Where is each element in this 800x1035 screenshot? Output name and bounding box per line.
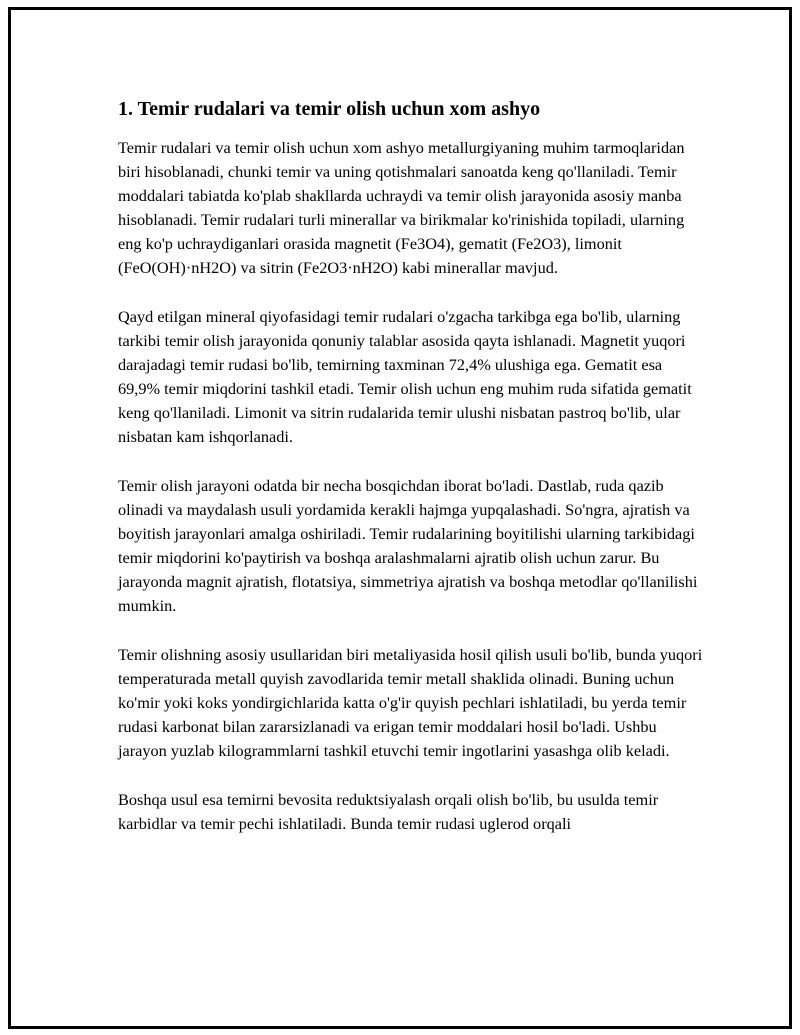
paragraph-2: Qayd etilgan mineral qiyofasidagi temir rudalari o'zgacha tarkibga ega bo'lib, ularning tarkibi temir olish jarayonida qonuniy talablar asosida qayta ishlanadi. Magnetit yuqori darajadagi temir rudasi bo'lib, temirning taxminan 72,4% ulushiga ega. Gematit esa 69,9% temir miqdorini tashkil etadi. Temir olish uchun eng muhim ruda sifatida gematit keng qo'llaniladi. Limonit va sitrin rudalarida temir ulushi nisbatan pastroq bo'lib, ular nisbatan kam ishqorlanadi. (118, 307, 692, 446)
document-page (8, 7, 792, 1029)
section-heading: 1. Temir rudalari va temir olish uchun xom ashyo (118, 98, 541, 120)
paragraph-5: Boshqa usul esa temirni bevosita reduktsiyalash orqali olish bo'lib, bu usulda temir karbidlar va temir pechi ishlatiladi. Bunda temir rudasi uglerod orqali (118, 790, 659, 833)
paragraph-1: Temir rudalari va temir olish uchun xom ashyo metallurgiyaning muhim tarmoqlaridan biri hisoblanadi, chunki temir va uning qotishmalari sanoatda keng qo'llaniladi. Temir moddalari tabiatda ko'plab shakllarda uchraydi va temir olish jarayonida asosiy manba hisoblanadi. Temir rudalari turli minerallar va birikmalar ko'rinishida topiladi, ularning eng ko'p uchraydiganlari orasida magnetit (Fe3O4), gematit (Fe2O3), limonit (FeO(OH)·nH2O) va sitrin (Fe2O3·nH2O) kabi minerallar mavjud. (118, 138, 685, 277)
paragraph-4: Temir olishning asosiy usullaridan biri metaliyasida hosil qilish usuli bo'lib, bunda yuqori temperaturada metall quyish zavodlarida temir metall shaklida olinadi. Buning uchun ko'mir yoki koks yondirgichlarida katta o'g'ir quyish pechlari ishlatiladi, bu yerda temir rudasi karbonat bilan zararsizlanadi va erigan temir moddalari hosil bo'ladi. Ushbu jarayon yuzlab kilogrammlarni tashkil etuvchi temir ingotlarini yasashga olib keladi. (118, 645, 703, 760)
paragraph-3: Temir olish jarayoni odatda bir necha bosqichdan iborat bo'ladi. Dastlab, ruda qazib olinadi va maydalash usuli yordamida kerakli hajmga yupqalashadi. So'ngra, ajratish va boyitish jarayonlari amalga oshiriladi. Temir rudalarining boyitilishi ularning tarkibidagi temir miqdorini ko'paytirish va boshqa aralashmalarni ajratib olish uchun zarur. Bu jarayonda magnit ajratish, flotatsiya, simmetriya ajratish va boshqa metodlar qo'llanilishi mumkin. (118, 476, 698, 615)
document-body (118, 96, 703, 861)
